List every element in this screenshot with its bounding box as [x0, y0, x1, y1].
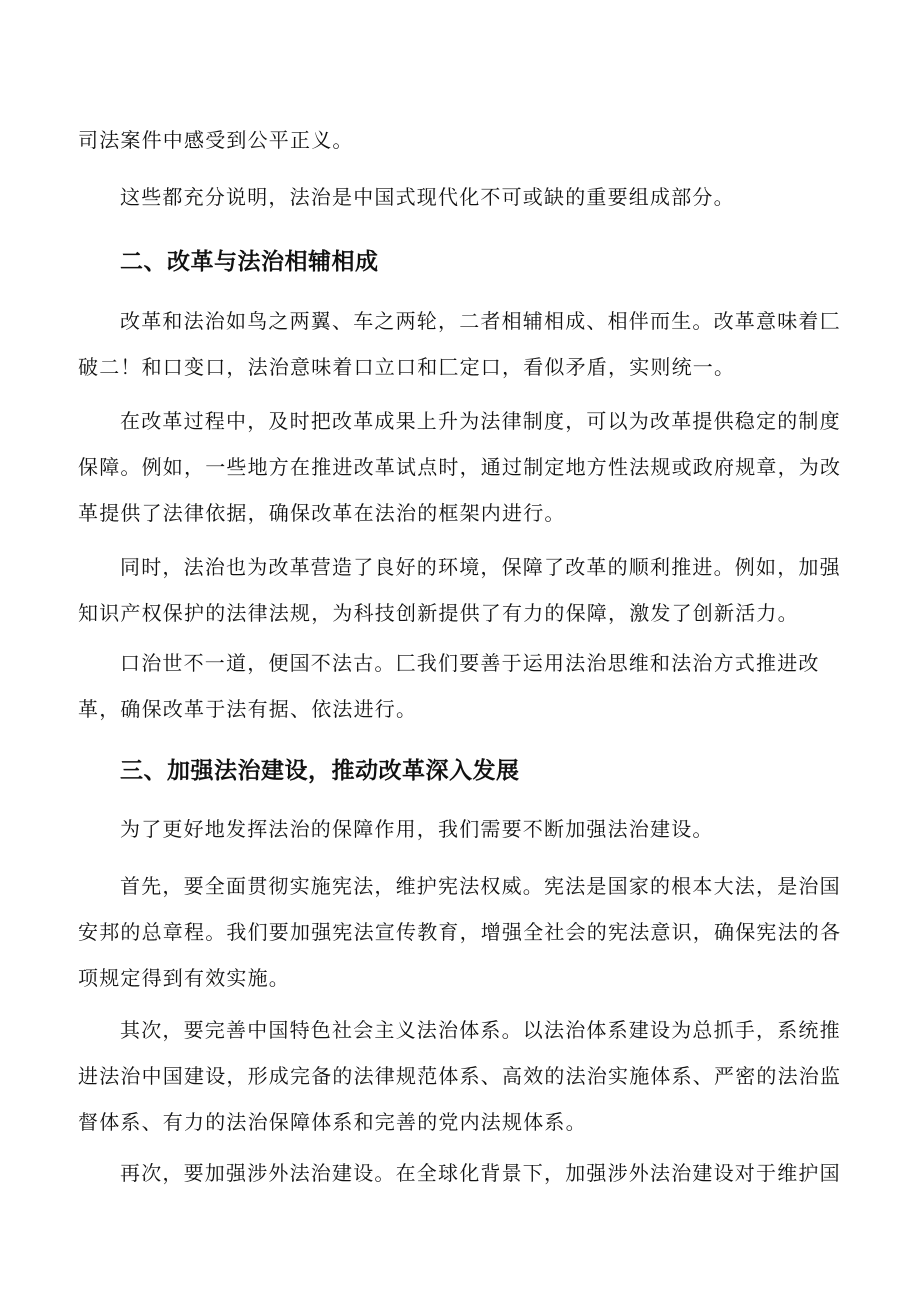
paragraph-constitution: 首先，要全面贯彻实施宪法，维护宪法权威。宪法是国家的根本大法，是治国安邦的总章程。我们要加强宪法宣传教育，增强全社会的宪法意识，确保宪法的各项规定得到有效实施。: [78, 874, 842, 990]
paragraph-continuation: 司法案件中感受到公平正义。: [78, 128, 354, 152]
paragraph-reform-law-relation: 改革和法治如鸟之两翼、车之两轮，二者相辅相成、相伴而生。改革意味着匚破二！和口变口，法治意味着口立口和匚定口，看似矛盾，实则统一。: [78, 309, 841, 379]
paragraph-summary: 这些都充分说明，法治是中国式现代化不可或缺的重要组成部分。: [120, 185, 735, 209]
paragraph-foreign-law: 再次，要加强涉外法治建设。在全球化背景下，加强涉外法治建设对于维护国: [120, 1161, 841, 1185]
section-heading-3: 三、加强法治建设，推动改革深入发展: [120, 758, 520, 784]
paragraph-law-environment: 同时，法治也为改革营造了良好的环境，保障了改革的顺利推进。例如，加强知识产权保护的法律法规，为科技创新提供了有力的保障，激发了创新活力。: [78, 555, 841, 625]
section-heading-2: 二、改革与法治相辅相成: [120, 249, 379, 275]
paragraph-strengthen-law: 为了更好地发挥法治的保障作用，我们需要不断加强法治建设。: [120, 817, 714, 841]
paragraph-reform-process: 在改革过程中，及时把改革成果上升为法律制度，可以为改革提供稳定的制度保障。例如，一些地方在推进改革试点时，通过制定地方性法规或政府规章，为改革提供了法律依据，确保改革在法治的框架内进行。: [78, 409, 842, 525]
paragraph-law-system: 其次，要完善中国特色社会主义法治体系。以法治体系建设为总抓手，系统推进法治中国建设，形成完备的法律规范体系、高效的法治实施体系、严密的法治监督体系、有力的法治保障体系和完善的党内法规体系。: [78, 1018, 842, 1134]
paragraph-law-thinking: 口治世不一道，便国不法古。匚我们要善于运用法治思维和法治方式推进改革，确保改革于法有据、依法进行。: [78, 651, 820, 721]
